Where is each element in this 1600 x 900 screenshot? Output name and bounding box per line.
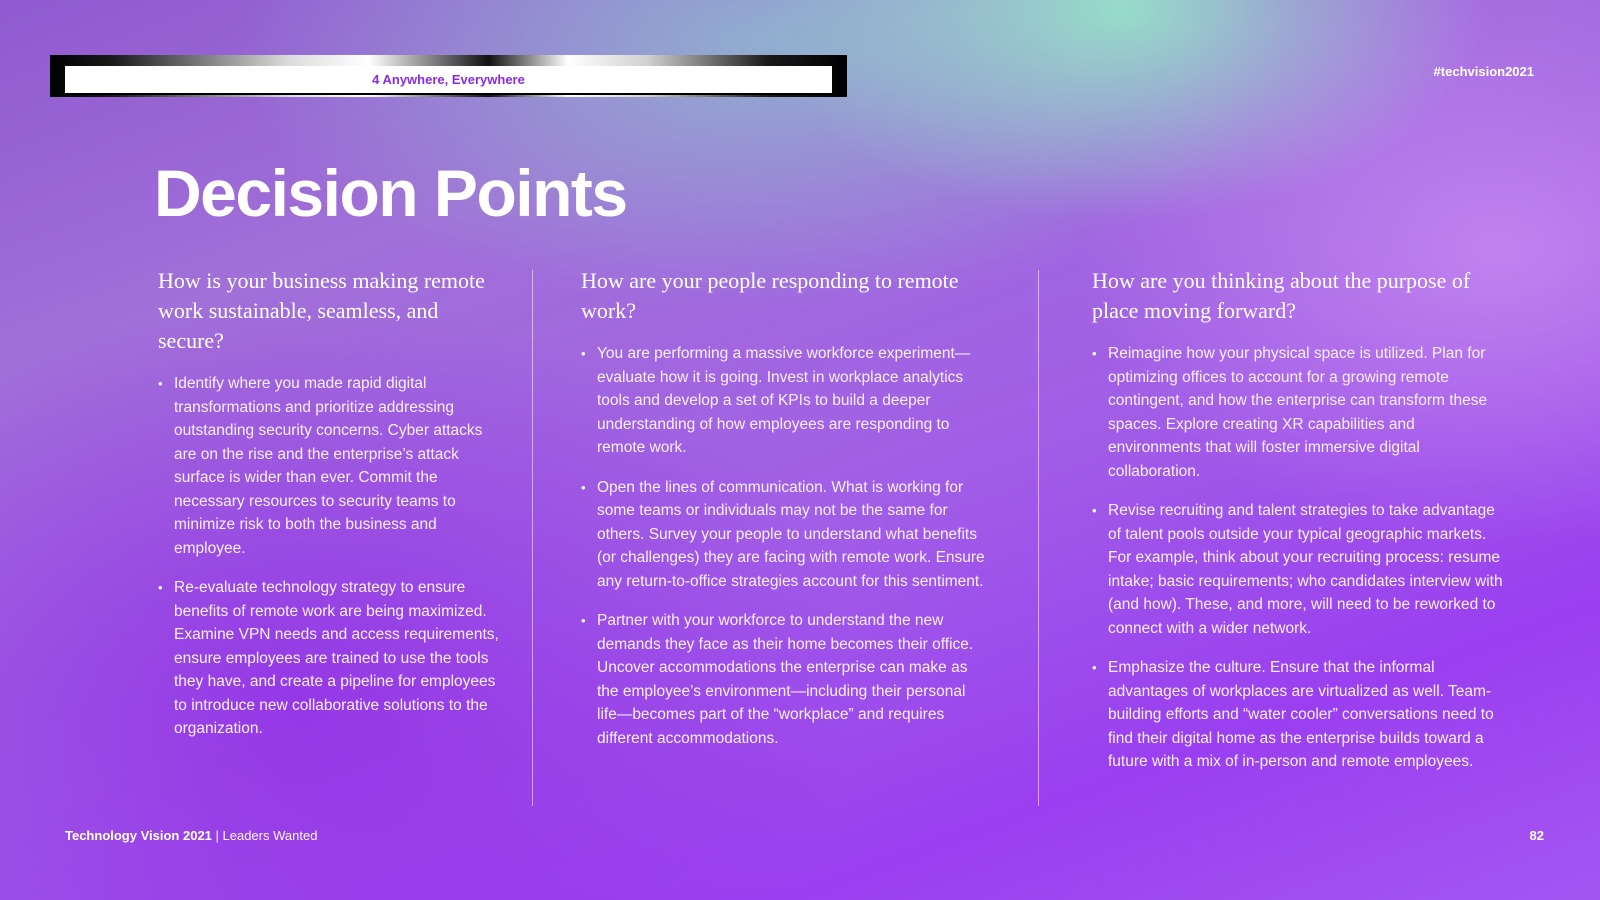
footer-credit <box>65 828 317 843</box>
bullet-item: • Partner with your workforce to understand the new demands they face as their home becomes their office. Uncover accommodations the enterprise can make as the employee’s environment—including their personal life—becomes part of the “workplace” and requires different accommodations. <box>581 609 986 750</box>
bullet-item: • Revise recruiting and talent strategies to take advantage of talent pools outside your typical geographic markets. For example, think about your recruiting process: resume intake; basic requirements; who candidates interview with (and how). These, and more, will need to be reworked to connect with a wider network. <box>1092 499 1512 640</box>
footer-separator: | <box>211 828 223 843</box>
footer-subtitle: Leaders Wanted <box>222 828 318 843</box>
section-label: 4 Anywhere, Everywhere <box>372 72 525 87</box>
bullet-item: • Open the lines of communication. What is working for some teams or individuals may not be the same for others. Survey your people to understand what benefits (or challenges) they are facing with remote work. Ensure any return-to-office strategies account for this sentiment. <box>581 476 986 594</box>
footer-title: Technology Vision 2021 <box>65 828 212 843</box>
bullet-item: • You are performing a massive workforce experiment—evaluate how it is going. Invest in workplace analytics tools and develop a set of KPIs to build a deeper understanding of how employees are responding to remote work. <box>581 342 986 460</box>
bullet-item: • Re-evaluate technology strategy to ensure benefits of remote work are being maximized. Examine VPN needs and access requirements, ensure employees are trained to use the tools they have, and create a pipeline for employees to introduce new collaborative solutions to the organization. <box>158 576 503 741</box>
column-place <box>1092 266 1512 790</box>
column-business <box>158 266 503 757</box>
section-banner <box>50 55 847 97</box>
bullet-list <box>1092 342 1512 774</box>
section-banner-box <box>65 66 832 95</box>
bullet-list <box>581 342 986 750</box>
column-divider <box>532 270 533 806</box>
column-heading: How are your people responding to remote work? <box>581 268 959 323</box>
page-title: Decision Points <box>154 156 627 230</box>
bullet-list <box>158 372 503 741</box>
bullet-item: • Reimagine how your physical space is utilized. Plan for optimizing offices to account for a growing remote contingent, and how the enterprise can transform these spaces. Explore creating XR capabilities and environments that will foster immersive digital collaboration. <box>1092 342 1512 483</box>
bullet-item: • Identify where you made rapid digital transformations and prioritize addressing outstanding security concerns. Cyber attacks are on the rise and the enterprise’s attack surface is wider than ever. Commit the necessary resources to security teams to minimize risk to both the business and employee. <box>158 372 503 560</box>
page-number: 82 <box>1529 828 1544 843</box>
column-heading: How is your business making remote work sustainable, seamless, and secure? <box>158 268 485 353</box>
column-divider <box>1038 270 1039 806</box>
column-heading: How are you thinking about the purpose of place moving forward? <box>1092 268 1471 323</box>
bullet-item: • Emphasize the culture. Ensure that the informal advantages of workplaces are virtualized as well. Team-building efforts and “water cooler” conversations need to find their digital home as the enterprise builds toward a future with a mix of in-person and remote employees. <box>1092 656 1512 774</box>
hashtag-label: #techvision2021 <box>1433 64 1534 79</box>
column-people <box>581 266 986 766</box>
